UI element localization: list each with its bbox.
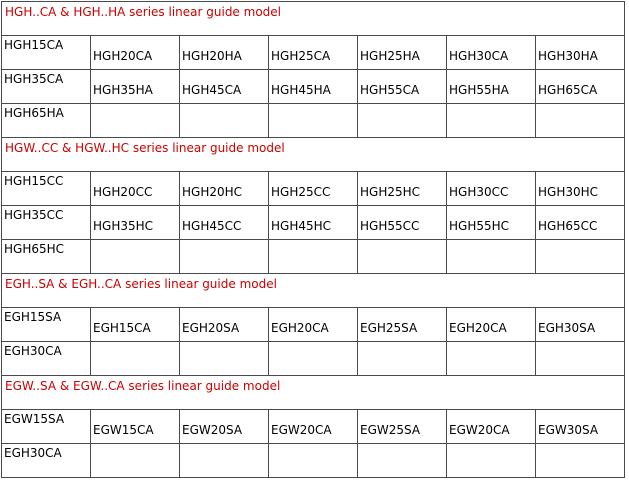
model-cell: HGH65HC [2, 240, 91, 274]
section-title: EGW..SA & EGW..CA series linear guide model [2, 376, 625, 410]
empty-cell [91, 240, 180, 274]
table-body [2, 2, 625, 478]
empty-cell [91, 342, 180, 376]
empty-cell [447, 104, 536, 138]
model-cell: HGH55HC [447, 206, 536, 240]
model-cell: HGH30CC [447, 172, 536, 206]
empty-cell [180, 104, 269, 138]
model-cell: EGW20CA [447, 410, 536, 444]
empty-cell [536, 240, 625, 274]
model-cell: EGH25SA [358, 308, 447, 342]
model-cell: HGH45CC [180, 206, 269, 240]
linear-guide-model-table [1, 1, 625, 478]
model-cell: EGW20SA [180, 410, 269, 444]
model-cell: HGH20HA [180, 36, 269, 70]
empty-cell [536, 104, 625, 138]
empty-cell [180, 342, 269, 376]
model-cell: EGW20CA [269, 410, 358, 444]
empty-cell [180, 240, 269, 274]
model-cell: EGW15SA [2, 410, 91, 444]
model-cell: HGH55CC [358, 206, 447, 240]
empty-cell [536, 342, 625, 376]
empty-cell [358, 444, 447, 478]
model-cell: EGH20CA [269, 308, 358, 342]
model-row [2, 70, 625, 104]
model-cell: HGH45CA [180, 70, 269, 104]
model-cell: HGH20CC [91, 172, 180, 206]
model-cell: HGH65HA [2, 104, 91, 138]
model-cell: EGH20CA [447, 308, 536, 342]
empty-cell [447, 240, 536, 274]
model-cell: HGH30HC [536, 172, 625, 206]
section-heading-row [2, 138, 625, 172]
model-row [2, 172, 625, 206]
model-row [2, 342, 625, 376]
empty-cell [358, 342, 447, 376]
section-title: HGH..CA & HGH..HA series linear guide model [2, 2, 625, 36]
model-cell: HGH35HC [91, 206, 180, 240]
empty-cell [358, 240, 447, 274]
empty-cell [358, 104, 447, 138]
empty-cell [269, 444, 358, 478]
model-row [2, 206, 625, 240]
empty-cell [269, 240, 358, 274]
model-row [2, 36, 625, 70]
model-cell: EGH30CA [2, 444, 91, 478]
empty-cell [269, 342, 358, 376]
model-cell: EGW25SA [358, 410, 447, 444]
empty-cell [536, 444, 625, 478]
model-cell: HGH35CC [2, 206, 91, 240]
section-title: HGW..CC & HGW..HC series linear guide model [2, 138, 625, 172]
model-cell: HGH20CA [91, 36, 180, 70]
empty-cell [91, 444, 180, 478]
model-row [2, 240, 625, 274]
model-cell: HGH65CA [536, 70, 625, 104]
model-cell: HGH25CA [269, 36, 358, 70]
model-cell: HGH15CC [2, 172, 91, 206]
model-row [2, 308, 625, 342]
model-cell: HGH35HA [91, 70, 180, 104]
model-row [2, 104, 625, 138]
model-cell: EGH20SA [180, 308, 269, 342]
model-cell: EGH15CA [91, 308, 180, 342]
section-title: EGH..SA & EGH..CA series linear guide model [2, 274, 625, 308]
model-cell: EGW30SA [536, 410, 625, 444]
model-cell: EGH30CA [2, 342, 91, 376]
model-cell: HGH65CC [536, 206, 625, 240]
model-cell: EGH15SA [2, 308, 91, 342]
model-cell: HGH45HA [269, 70, 358, 104]
section-heading-row [2, 2, 625, 36]
model-cell: EGW15CA [91, 410, 180, 444]
model-cell: HGH30CA [447, 36, 536, 70]
model-cell: HGH45HC [269, 206, 358, 240]
model-cell: HGH35CA [2, 70, 91, 104]
model-row [2, 444, 625, 478]
model-cell: HGH20HC [180, 172, 269, 206]
section-heading-row [2, 274, 625, 308]
empty-cell [447, 444, 536, 478]
model-cell: HGH25HA [358, 36, 447, 70]
model-row [2, 410, 625, 444]
model-cell: HGH30HA [536, 36, 625, 70]
empty-cell [91, 104, 180, 138]
section-heading-row [2, 376, 625, 410]
model-cell: HGH25CC [269, 172, 358, 206]
model-cell: HGH25HC [358, 172, 447, 206]
model-cell: HGH55CA [358, 70, 447, 104]
empty-cell [269, 104, 358, 138]
model-cell: EGH30SA [536, 308, 625, 342]
model-cell: HGH15CA [2, 36, 91, 70]
empty-cell [447, 342, 536, 376]
empty-cell [180, 444, 269, 478]
model-cell: HGH55HA [447, 70, 536, 104]
